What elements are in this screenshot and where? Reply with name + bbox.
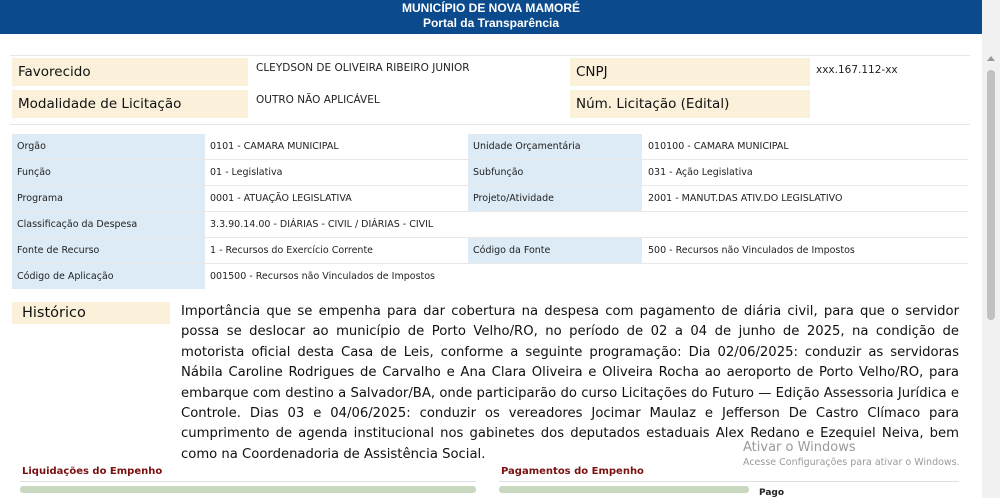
pagamentos-divider	[499, 481, 959, 482]
portal-subtitle: Portal da Transparência	[422, 16, 560, 30]
classificacao-value: 3.3.90.14.00 - DIÁRIAS - CIVIL / DIÁRIAS - CIVIL	[210, 219, 434, 230]
funcao-label: Função	[12, 160, 205, 185]
orgao-value: 0101 - CAMARA MUNICIPAL	[210, 141, 339, 152]
pago-column-header: Pago	[759, 488, 785, 498]
num-licitacao-value	[816, 94, 966, 110]
liquidacoes-divider	[20, 481, 476, 482]
pagamentos-title: Pagamentos do Empenho	[501, 466, 644, 477]
bottom-table-strip	[0, 486, 982, 498]
portal-header	[0, 0, 982, 34]
watermark-title: Ativar o Windows	[743, 440, 856, 455]
divider	[10, 124, 970, 125]
favorecido-label: Favorecido	[12, 58, 248, 86]
liquidacoes-table-header	[20, 486, 476, 493]
projeto-label: Projeto/Atividade	[468, 186, 642, 211]
modalidade-label: Modalidade de Licitação	[12, 90, 248, 118]
historico-label: Histórico	[12, 302, 170, 324]
codigo-fonte-value: 500 - Recursos não Vinculados de Impostos	[648, 245, 855, 256]
codigo-aplicacao-value: 001500 - Recursos não Vinculados de Impostos	[210, 271, 436, 282]
municipality-title: MUNICÍPIO DE NOVA MAMORÉ	[401, 1, 580, 15]
subfuncao-value: 031 - Ação Legislativa	[648, 167, 753, 178]
favorecido-value: CLEYDSON DE OLIVEIRA RIBEIRO JUNIOR	[256, 62, 470, 74]
divider	[10, 55, 970, 56]
fonte-recurso-value: 1 - Recursos do Exercício Corrente	[210, 245, 374, 256]
codigo-aplicacao-label: Código de Aplicação	[12, 264, 205, 289]
classificacao-label: Classificação da Despesa	[12, 212, 205, 237]
liquidacoes-title: Liquidações do Empenho	[22, 466, 163, 477]
subfuncao-label: Subfunção	[468, 160, 642, 185]
unidade-label: Unidade Orçamentária	[468, 134, 642, 159]
fonte-recurso-label: Fonte de Recurso	[12, 238, 205, 263]
modalidade-value: OUTRO NÃO APLICÁVEL	[256, 94, 380, 106]
cnpj-value: xxx.167.112-xx	[816, 64, 898, 76]
orgao-label: Orgão	[12, 134, 205, 159]
programa-value: 0001 - ATUAÇÃO LEGISLATIVA	[210, 193, 352, 204]
codigo-fonte-label: Código da Fonte	[468, 238, 642, 263]
cnpj-label: CNPJ	[570, 58, 810, 86]
watermark-subtitle: Acesse Configurações para ativar o Windows.	[743, 457, 960, 468]
vertical-scrollbar[interactable]	[982, 0, 1000, 498]
scroll-up-arrow-icon[interactable]	[987, 56, 995, 61]
scrollbar-thumb[interactable]	[987, 70, 995, 320]
programa-label: Programa	[12, 186, 205, 211]
funcao-value: 01 - Legislativa	[210, 167, 283, 178]
historico-text: Importância que se empenha para dar cobertura na despesa com pagamento de diária civil, para que o servidor possa se deslocar ao município de Porto Velho/RO, no período de 02 a 04 de junho de 2025, na condição de motorista oficial desta Casa de Leis, conforme a seguinte programação: Dia 02/06/2025: conduzir as servidoras Nábila Caroline Rodrigues de Carvalho e Ana Clara Oliveira e Oliveira Rocha ao aeroporto de Porto Velho/RO, para embarque com destino a Salvador/BA, onde participarão do curso Licitações do Futuro — Edição Assessoria Jurídica e Controle. Dias 03 e 04/06/2025: conduzir os vereadores Jocimar Maulaz e Jefferson De Castro Clímaco para cumprimento de agenda institucional nos gabinetes dos deputados estaduais Alex Redano e Ezequiel Neiva, bem como na Coordenadoria de Assistência Social.	[181, 304, 959, 462]
num-licitacao-label: Núm. Licitação (Edital)	[570, 90, 810, 118]
unidade-value: 010100 - CAMARA MUNICIPAL	[648, 141, 789, 152]
projeto-value: 2001 - MANUT.DAS ATIV.DO LEGISLATIVO	[648, 193, 843, 204]
pagamentos-table-header	[499, 486, 749, 493]
windows-activation-watermark	[743, 440, 960, 468]
